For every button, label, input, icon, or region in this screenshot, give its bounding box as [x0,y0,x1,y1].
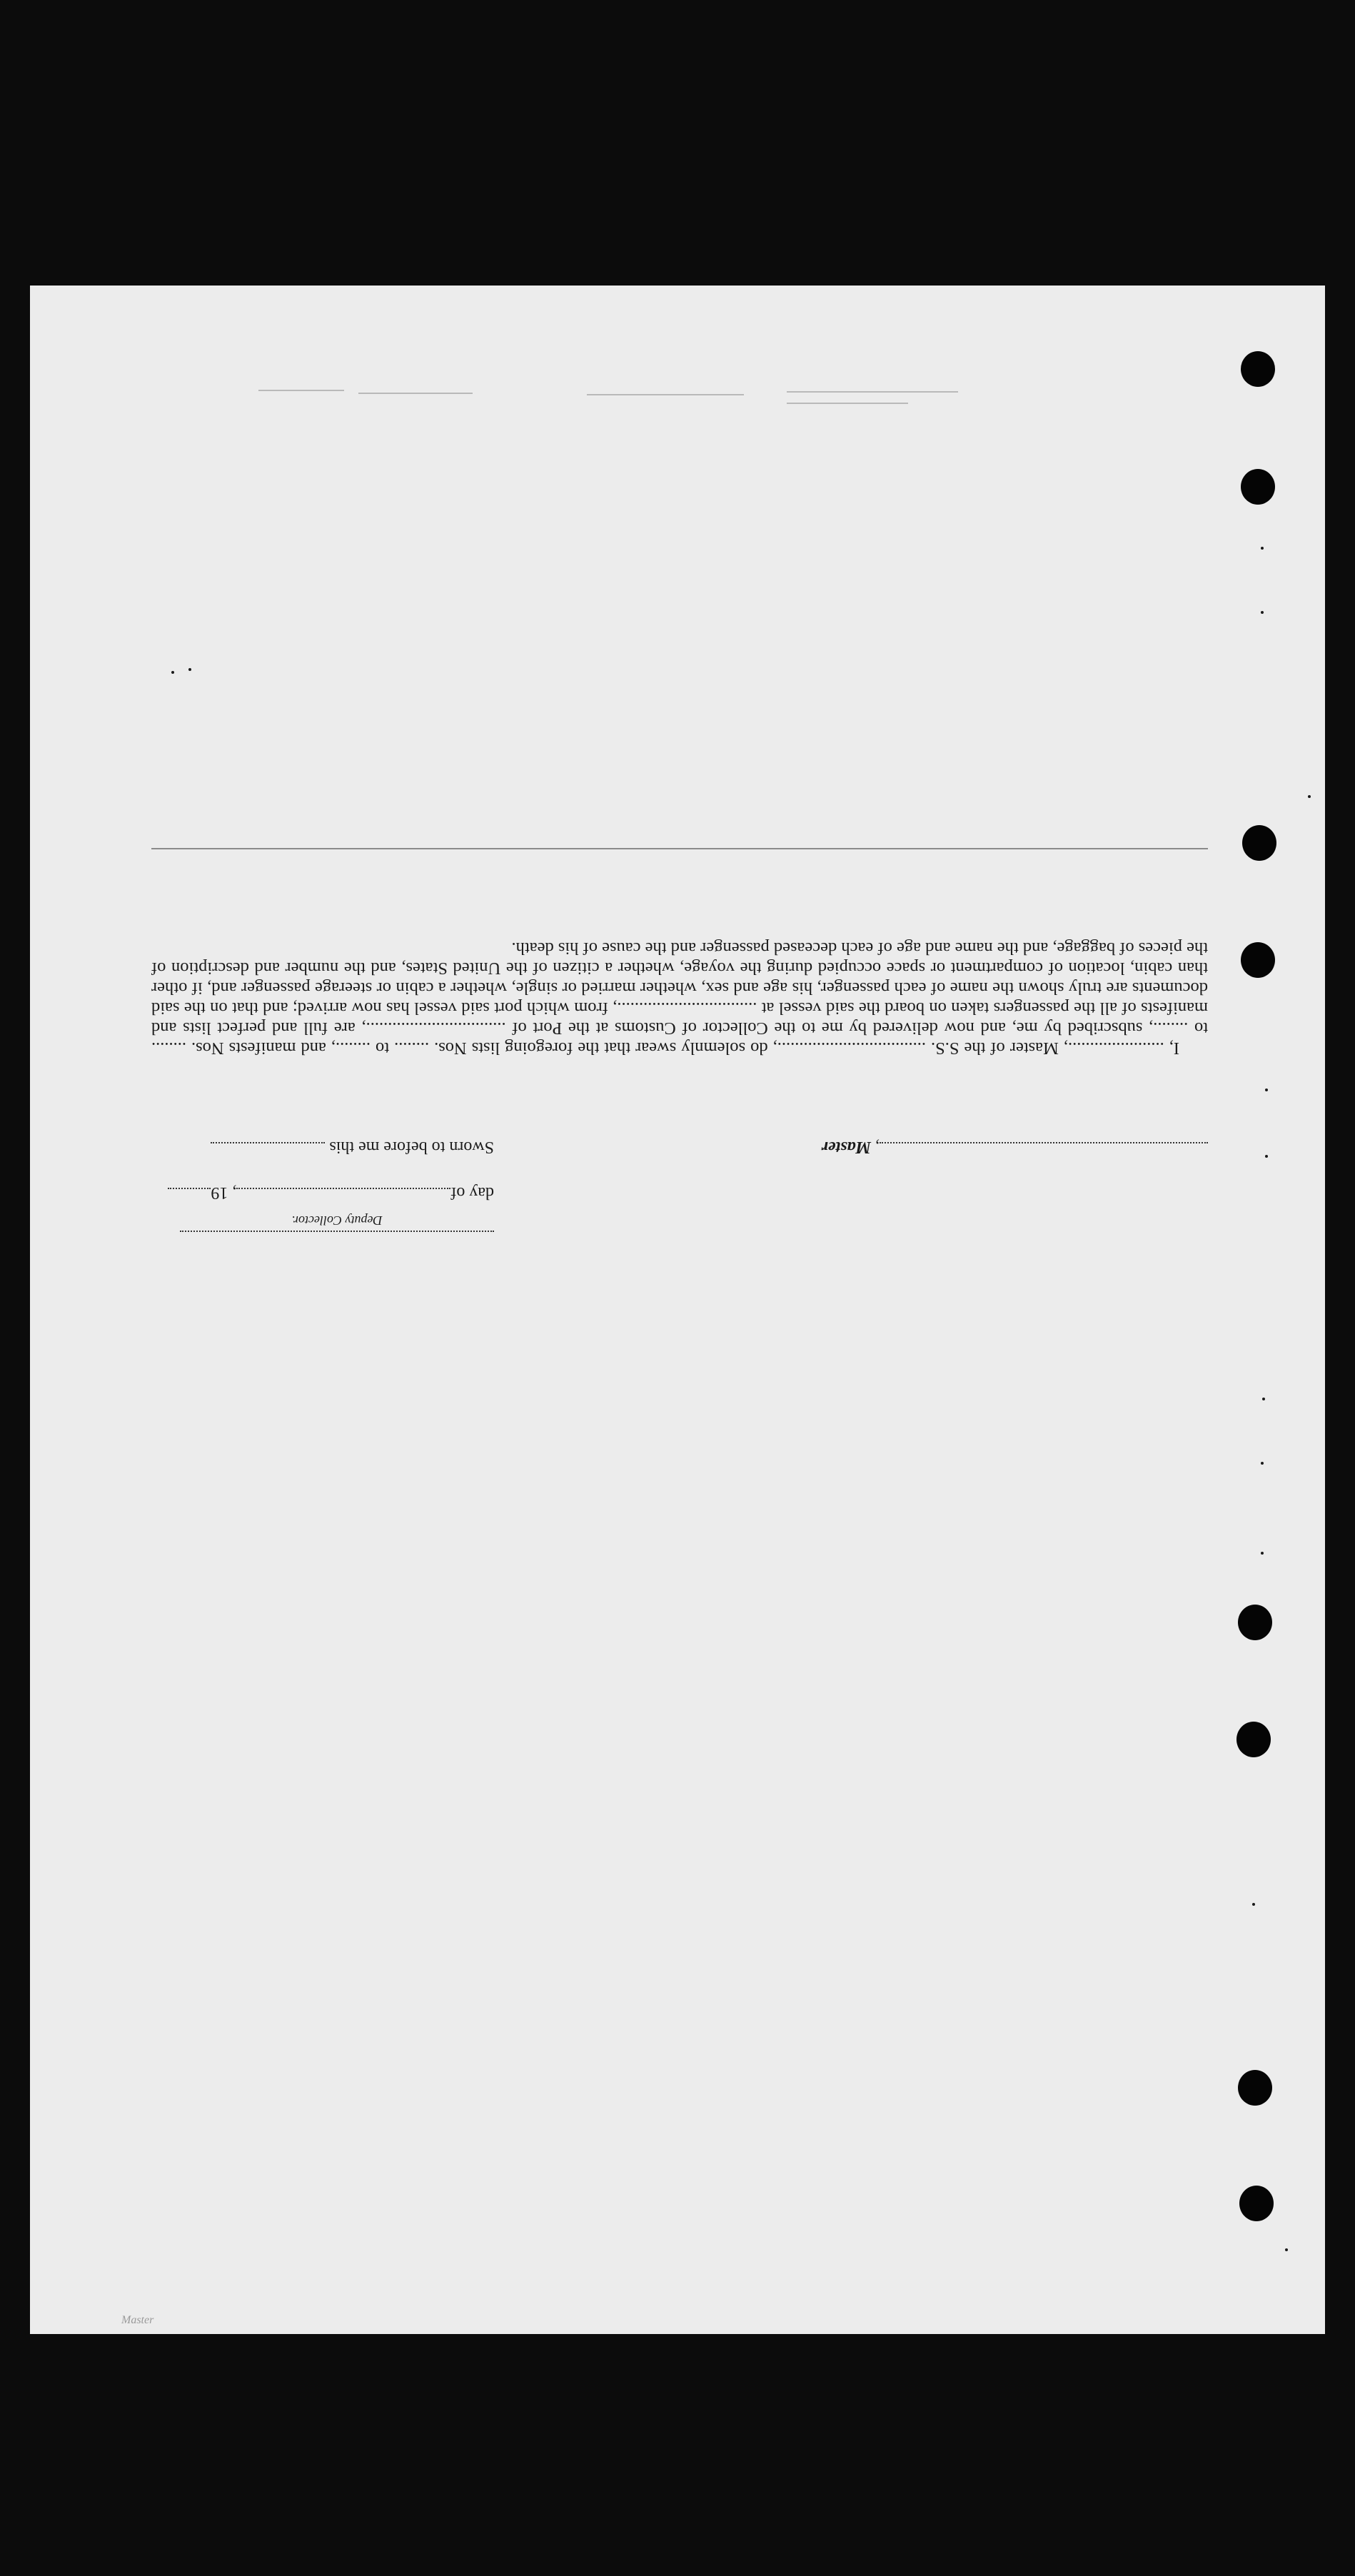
paper-speck [1262,1398,1265,1400]
bleed-through-mark [258,390,344,391]
sworn-label: Sworn to before me this [329,1138,494,1156]
master-signature-blank [880,1142,1208,1159]
bleed-through-mark [787,391,958,393]
paper-speck [1308,795,1311,798]
oath-text: I, ......................, Master of the S.S. .................................., do solemnly swear that the foregoing lists Nos. ........ to ........, and manifests Nos. ........ to ........, subscribed by me, and now delivered by me to the Collector of Customs at the Port of ................................, are full and perfect lists and manifests of all the passengers taken on board the said vessel at ................................, from which port said vessel has now arrived; and that on the said documents are truly shown the name of each passenger, his age and sex, whether married or single, whether a cabin or steerage passenger and, if other than cabin, location of compartment or space occupied during the voyage, whether a citizen of the United States, and the number and description of the pieces of baggage, and the name and age of each deceased passenger and the cause of his death. [151,939,1208,1058]
sworn-line [211,1136,494,1159]
separator-rule [151,848,1208,849]
paper-speck [1265,1155,1268,1158]
binder-hole [1238,1605,1272,1640]
year-blank [168,1188,211,1205]
paper-speck [1261,611,1264,614]
paper-speck [1261,1552,1264,1555]
binder-hole [1239,2186,1274,2221]
sworn-blank [211,1142,325,1159]
day-of-line: day of, 19 [168,1182,494,1205]
deputy-signature-line [180,1231,494,1242]
bleed-through-mark [587,394,744,395]
oath-paragraph [151,938,1208,1058]
paper-speck [188,668,191,671]
binder-hole [1242,825,1276,861]
deputy-collector-signature [180,1213,494,1242]
day-of-label: day of [450,1183,494,1202]
binder-hole [1236,1722,1271,1757]
oath-block [151,899,1208,1242]
paper-speck [1285,2248,1288,2251]
manifest-page [30,286,1325,2334]
binder-hole [1241,942,1275,978]
bleed-through-mark [358,393,473,394]
master-label: Master [821,1138,871,1156]
paper-speck [171,671,174,674]
paper-speck [1261,547,1264,550]
paper-speck [1261,1462,1264,1465]
master-signature-line: , Master [822,1136,1208,1159]
binder-hole [1241,351,1275,387]
year-label: 19 [211,1183,228,1202]
paper-speck [1265,1089,1268,1091]
paper-speck [1252,1903,1255,1906]
day-blank [236,1188,450,1205]
deputy-collector-label: Deputy Collector. [291,1213,383,1228]
binder-hole [1241,469,1275,505]
bleed-through-mark [787,403,908,404]
binder-hole [1238,2070,1272,2106]
margin-handwriting: Master [121,2314,154,2326]
